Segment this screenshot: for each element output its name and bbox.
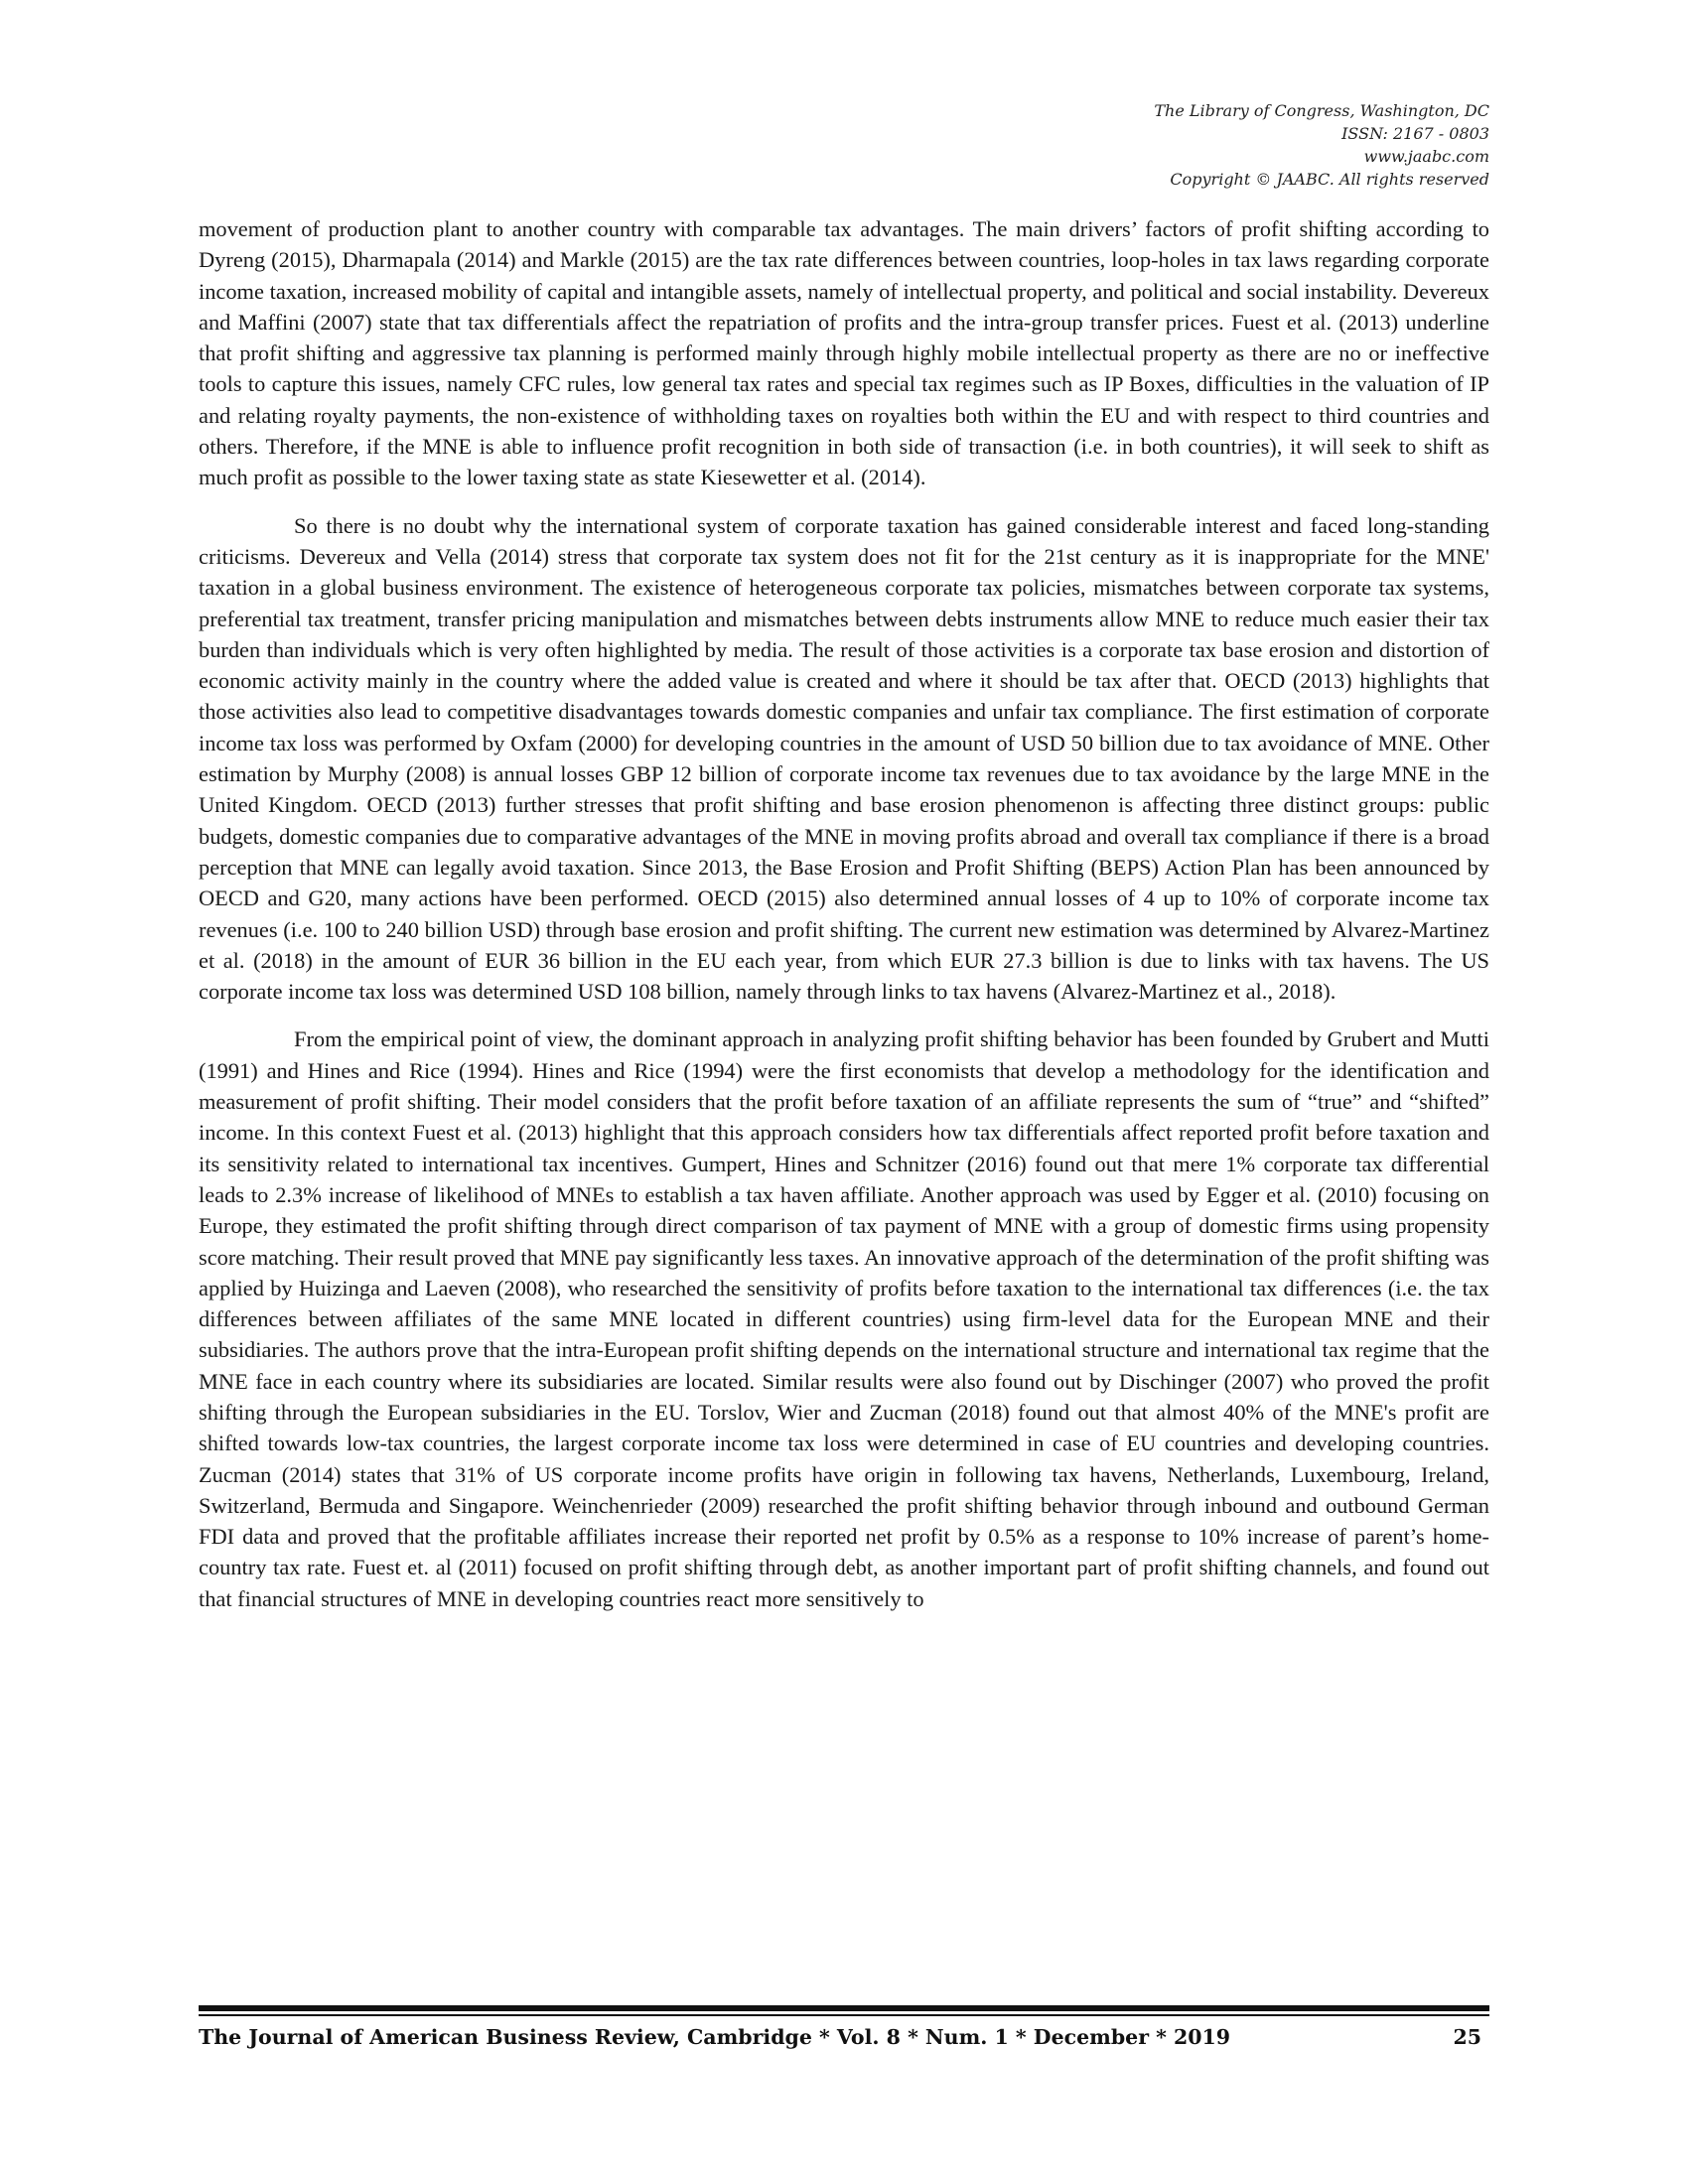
- header-website: www.jaabc.com: [1363, 147, 1489, 166]
- footer-rule-thin: [199, 2014, 1489, 2016]
- page-number: 25: [1453, 2025, 1481, 2049]
- header-copyright: Copyright © JAABC. All rights reserved: [1170, 170, 1489, 189]
- paragraph-continuation: movement of production plant to another country with comparable tax advantages. The main drivers’ factors of profit shifting according to Dyreng (2015), Dharmapala (2014) and Markle (2015) are the tax rate differences between countries, loop-holes in tax laws regarding corporate income taxation, increased mobility of capital and intangible assets, namely of intellectual property, and political and social instability. Devereux and Maffini (2007) state that tax differentials affect the repatriation of profits and the intra-group transfer prices. Fuest et al. (2013) underline that profit shifting and aggressive tax planning is performed mainly through highly mobile intellectual property as there are no or ineffective tools to capture this issues, namely CFC rules, low general tax rates and special tax regimes such as IP Boxes, difficulties in the valuation of IP and relating royalty payments, the non-existence of withholding taxes on royalties both within the EU and with respect to third countries and others. Therefore, if the MNE is able to influence profit recognition in both side of transaction (i.e. in both countries), it will seek to shift as much profit as possible to the lower taxing state as state Kiesewetter et al. (2014).: [199, 216, 1489, 490]
- header-library: The Library of Congress, Washington, DC: [1154, 101, 1489, 120]
- footer-rule-thick: [199, 2005, 1489, 2011]
- footer-journal: The Journal of American Business Review, Cambridge * Vol. 8 * Num. 1 * December * 2019: [199, 2025, 1231, 2049]
- article-body: [199, 213, 1489, 1631]
- paragraph-criticisms: So there is no doubt why the international system of corporate taxation has gained considerable interest and faced long-standing criticisms. Devereux and Vella (2014) stress that corporate tax system does not fit for the 21st century as it is inappropriate for the MNE' taxation in a global business environment. The existence of heterogeneous corporate tax policies, mismatches between corporate tax systems, preferential tax treatment, transfer pricing manipulation and mismatches between debts instruments allow MNE to reduce much easier their tax burden than individuals which is very often highlighted by media. The result of those activities is a corporate tax base erosion and distortion of economic activity mainly in the country where the added value is created and where it should be tax after that. OECD (2013) highlights that those activities also lead to competitive disadvantages towards domestic companies and unfair tax compliance. The first estimation of corporate income tax loss was performed by Oxfam (2000) for developing countries in the amount of USD 50 billion due to tax avoidance of MNE. Other estimation by Murphy (2008) is annual losses GBP 12 billion of corporate income tax revenues due to tax avoidance by the large MNE in the United Kingdom. OECD (2013) further stresses that profit shifting and base erosion phenomenon is affecting three distinct groups: public budgets, domestic companies due to comparative advantages of the MNE in moving profits abroad and overall tax compliance if there is a broad perception that MNE can legally avoid taxation. Since 2013, the Base Erosion and Profit Shifting (BEPS) Action Plan has been announced by OECD and G20, many actions have been performed. OECD (2015) also determined annual losses of 4 up to 10% of corporate income tax revenues (i.e. 100 to 240 billion USD) through base erosion and profit shifting. The current new estimation was determined by Alvarez-Martinez et al. (2018) in the amount of EUR 36 billion in the EU each year, from which EUR 27.3 billion is due to links with tax havens. The US corporate income tax loss was determined USD 108 billion, namely through links to tax havens (Alvarez-Martinez et al., 2018).: [199, 512, 1489, 1005]
- header-issn: ISSN: 2167 - 0803: [1341, 124, 1489, 143]
- running-header: [894, 99, 1489, 191]
- paragraph-empirical: From the empirical point of view, the dominant approach in analyzing profit shifting behavior has been founded by Grubert and Mutti (1991) and Hines and Rice (1994). Hines and Rice (1994) were the first economists that develop a methodology for the identification and measurement of profit shifting. Their model considers that the profit before taxation of an affiliate represents the sum of “true” and “shifted” income. In this context Fuest et al. (2013) highlight that this approach considers how tax differentials affect reported profit before taxation and its sensitivity related to international tax incentives. Gumpert, Hines and Schnitzer (2016) found out that mere 1% corporate tax differential leads to 2.3% increase of likelihood of MNEs to establish a tax haven affiliate. Another approach was used by Egger et al. (2010) focusing on Europe, they estimated the profit shifting through direct comparison of tax payment of MNE with a group of domestic firms using propensity score matching. Their result proved that MNE pay significantly less taxes. An innovative approach of the determination of the profit shifting was applied by Huizinga and Laeven (2008), who researched the sensitivity of profits before taxation to the international tax differences (i.e. the tax differences between affiliates of the same MNE located in different countries) using firm-level data for the European MNE and their subsidiaries. The authors prove that the intra-European profit shifting depends on the international structure and international tax regime that the MNE face in each country where its subsidiaries are located. Similar results were also found out by Dischinger (2007) who proved the profit shifting through the European subsidiaries in the EU. Torslov, Wier and Zucman (2018) found out that almost 40% of the MNE's profit are shifted towards low-tax countries, the largest corporate income tax loss were determined in case of EU countries and developing countries. Zucman (2014) states that 31% of US corporate income profits have origin in following tax havens, Netherlands, Luxembourg, Ireland, Switzerland, Bermuda and Singapore. Weinchenrieder (2009) researched the profit shifting behavior through inbound and outbound German FDI data and proved that the profitable affiliates increase their reported net profit by 0.5% as a response to 10% increase of parent’s home-country tax rate. Fuest et. al (2011) focused on profit shifting through debt, as another important part of profit shifting channels, and found out that financial structures of MNE in developing countries react more sensitively to: [199, 1026, 1489, 1611]
- running-footer: [199, 2025, 1489, 2055]
